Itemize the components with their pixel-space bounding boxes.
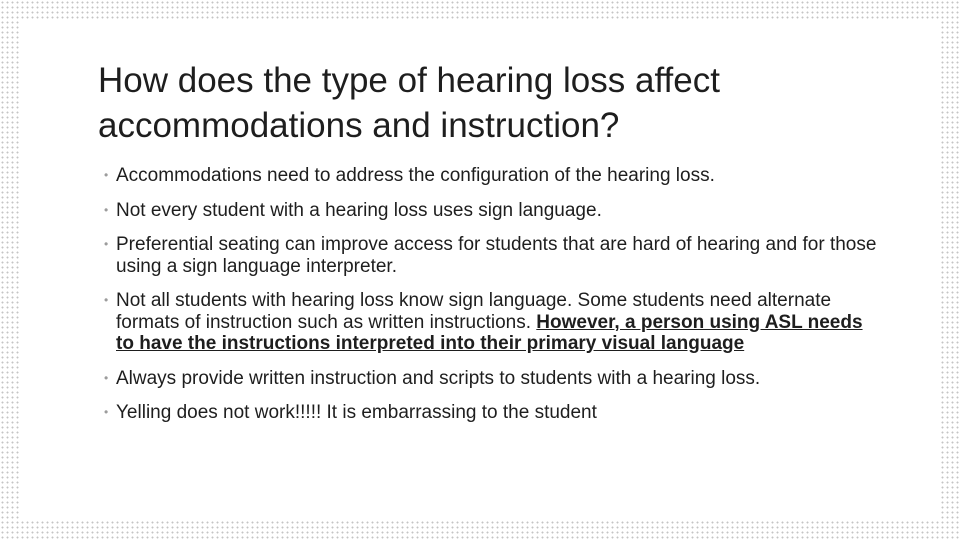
bullet-text: Yelling does not work!!!!! It is embarrassing to the student [116,402,597,423]
bullet-text: Not every student with a hearing loss uses sign language. [116,199,602,221]
bullet-dot-icon: • [104,293,109,307]
bullet-dot-icon: • [104,405,109,419]
slide [20,20,940,520]
slide-title: How does the type of hearing loss affect accommodations and instruction? [98,61,720,145]
bullet-text: Always provide written instruction and scripts to students with a hearing loss. [116,367,761,389]
bullet-item [104,234,884,277]
bullet-item [104,200,884,222]
bullet-item [104,165,884,187]
bullet-text: Preferential seating can improve access for students that are hard of hearing and for those using a sign language interpreter. [116,234,877,277]
bullet-item [104,290,884,355]
bullet-item [104,402,884,424]
bullet-text: Not all students with hearing loss know sign language. Some students need alternate formats of instruction such as written instructions. [116,290,832,333]
bullet-item [104,368,884,390]
bullet-dot-icon: • [104,168,109,182]
bullet-dot-icon: • [104,237,109,251]
bullet-dot-icon: • [104,370,109,385]
bullet-dot-icon: • [104,202,109,217]
bullet-emphasis-text: However, a person using ASL needs to have the instructions interpreted into their primary visual language [116,311,863,354]
bullet-text: Accommodations need to address the configuration of the hearing loss. [116,165,715,186]
bullet-list [104,165,884,437]
